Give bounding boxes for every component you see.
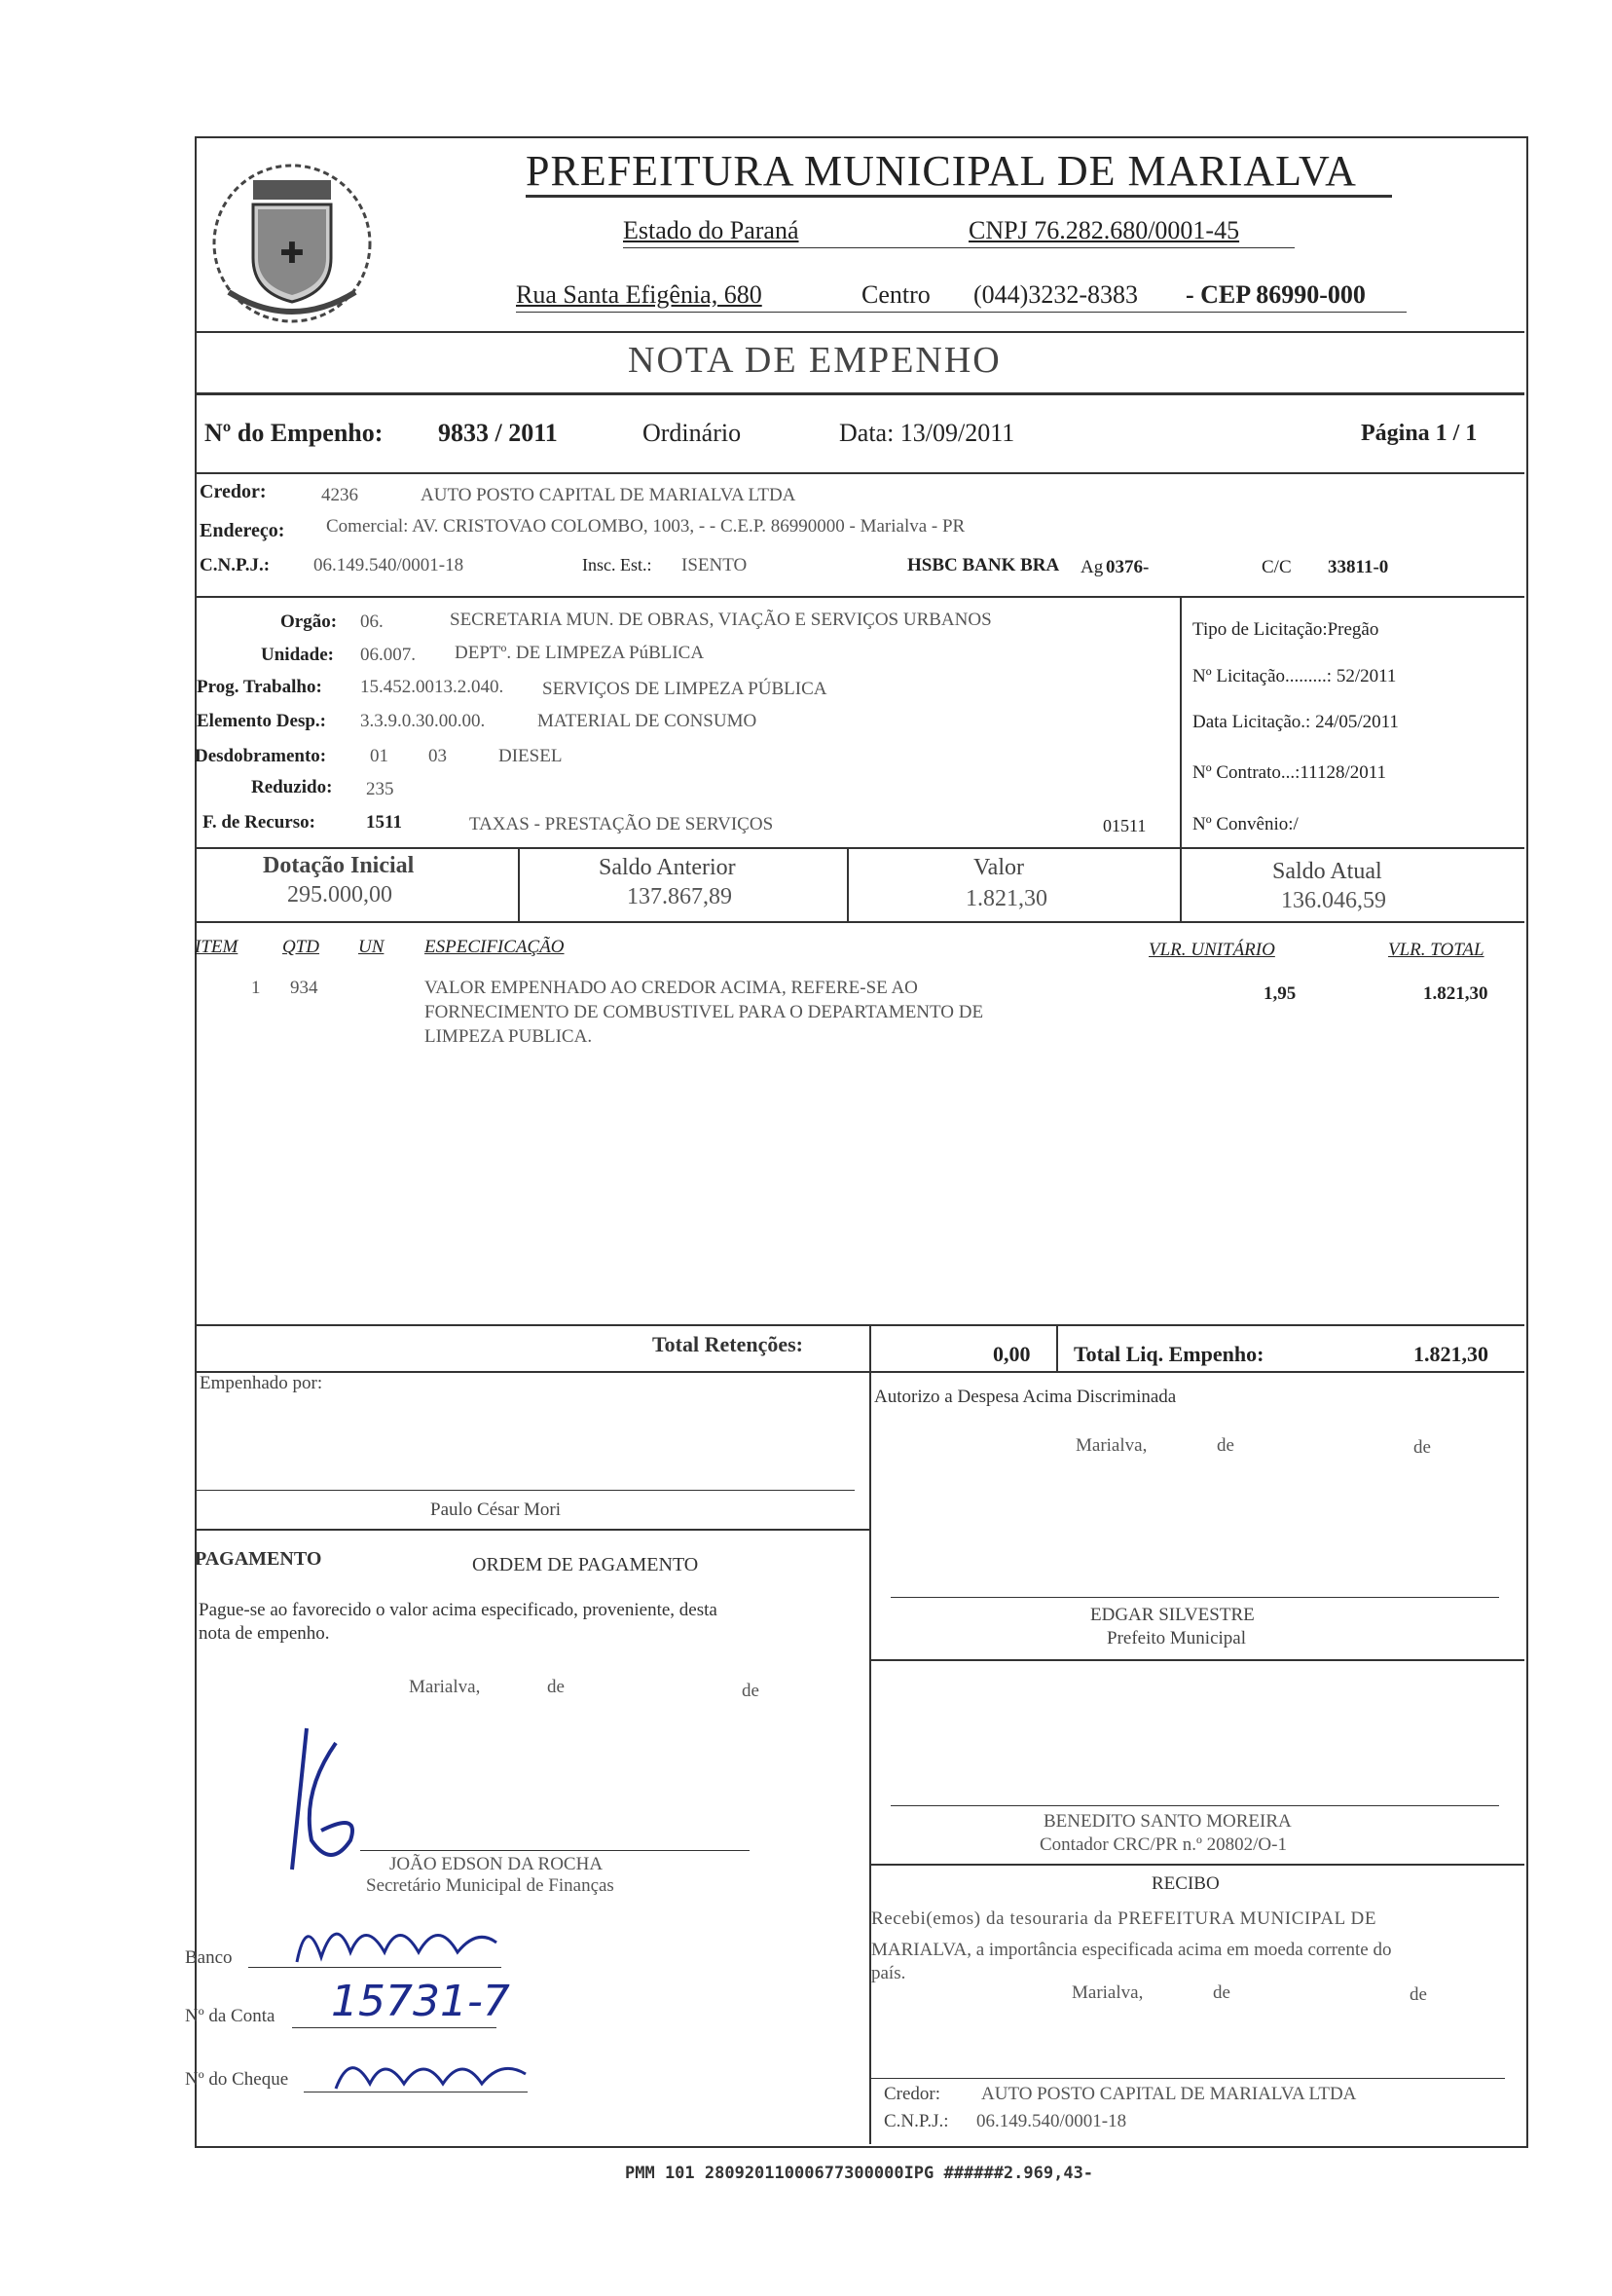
credor-agency: 0376- — [1106, 557, 1150, 577]
coat-of-arms-icon — [200, 146, 385, 331]
item-description-line-2: FORNECIMENTO DE COMBUSTIVEL PARA O DEPARTAMENTO DE — [424, 1002, 984, 1022]
document-title: NOTA DE EMPENHO — [628, 340, 1002, 381]
empenhado-name: Paulo César Mori — [430, 1500, 562, 1520]
prog-code: 15.452.0013.2.040. — [360, 677, 504, 697]
recurso-number: 01511 — [1103, 816, 1147, 835]
recibo-de-2: de — [1410, 1984, 1427, 2005]
prog-name: SERVIÇOS DE LIMPEZA PÚBLICA — [542, 679, 827, 699]
cheque-label: Nº do Cheque — [185, 2069, 289, 2090]
empenho-type: Ordinário — [642, 419, 742, 447]
orgao-name: SECRETARIA MUN. DE OBRAS, VIAÇÃO E SERVIÇOS URBANOS — [450, 610, 992, 630]
item-qtd: 934 — [290, 978, 318, 998]
autorizo-text: Autorizo a Despesa Acima Discriminada — [874, 1387, 1177, 1407]
saldo-anterior-label: Saldo Anterior — [599, 855, 736, 880]
item-number: 1 — [251, 978, 261, 998]
retencoes-label: Total Retenções: — [652, 1332, 803, 1356]
autorizo-de-1: de — [1217, 1435, 1234, 1456]
recibo-text-line-3: país. — [871, 1963, 906, 1983]
footer-code: PMM 101 28092011000677300000IPG ######2.969,43- — [625, 2164, 1094, 2183]
column-header-qtd: QTD — [282, 937, 320, 957]
recibo-city: Marialva, — [1072, 1982, 1144, 2003]
secretary-role: Secretário Municipal de Finanças — [366, 1875, 614, 1896]
pagamento-de-2: de — [742, 1681, 759, 1701]
elemento-name: MATERIAL DE CONSUMO — [537, 711, 757, 731]
page-number: Página 1 / 1 — [1361, 421, 1478, 446]
empenho-number: 9833 / 2011 — [438, 419, 558, 447]
state-name: Estado do Paraná — [623, 216, 799, 244]
licitacao-date: Data Licitação.: 24/05/2011 — [1192, 712, 1399, 732]
valor-value: 1.821,30 — [966, 886, 1047, 911]
autorizo-de-2: de — [1413, 1437, 1431, 1458]
pague-text-line-2: nota de empenho. — [199, 1623, 330, 1644]
institution-district: Centro — [861, 280, 931, 309]
credor-bank: HSBC BANK BRA — [907, 555, 1060, 575]
contador-name: BENEDITO SANTO MOREIRA — [1044, 1811, 1292, 1832]
desdobramento-name: DIESEL — [498, 746, 563, 766]
reduzido-label: Reduzido: — [251, 777, 333, 797]
item-description-line-1: VALOR EMPENHADO AO CREDOR ACIMA, REFERE-SE AO — [424, 978, 918, 998]
ie-label: Insc. Est.: — [582, 555, 652, 574]
recurso-label: F. de Recurso: — [202, 812, 315, 833]
institution-cep: - CEP 86990-000 — [1186, 280, 1366, 309]
recibo-text-line-2: MARIALVA, a importância especificada acima em moeda corrente do — [871, 1940, 1392, 1960]
handwritten-cheque-number — [331, 2045, 545, 2103]
unidade-name: DEPTº. DE LIMPEZA PúBLICA — [455, 643, 705, 663]
agency-label: Ag — [1081, 557, 1104, 577]
credor-label: Credor: — [200, 481, 267, 502]
elemento-label: Elemento Desp.: — [197, 711, 326, 731]
recurso-name: TAXAS - PRESTAÇÃO DE SERVIÇOS — [469, 814, 774, 834]
prog-label: Prog. Trabalho: — [197, 677, 322, 697]
column-header-total-value: VLR. TOTAL — [1388, 940, 1484, 960]
svg-text:✚: ✚ — [279, 237, 305, 271]
item-unit-value: 1,95 — [1264, 983, 1297, 1004]
credor-ie: ISENTO — [681, 555, 748, 575]
ordem-pagamento-label: ORDEM DE PAGAMENTO — [472, 1554, 699, 1575]
unidade-label: Unidade: — [261, 645, 334, 665]
saldo-atual-value: 136.046,59 — [1281, 888, 1386, 913]
convenio-number: Nº Convênio:/ — [1192, 814, 1299, 834]
pagamento-label: PAGAMENTO — [195, 1548, 322, 1570]
institution-title: PREFEITURA MUNICIPAL DE MARIALVA — [526, 147, 1357, 195]
credor-code: 4236 — [321, 485, 358, 505]
dotacao-value: 295.000,00 — [287, 882, 392, 907]
handwritten-initials-signature — [282, 1723, 389, 1889]
banco-label: Banco — [185, 1947, 233, 1968]
recibo-de-1: de — [1213, 1982, 1230, 2003]
desdobramento-label: Desdobramento: — [195, 746, 327, 766]
retencoes-value: 0,00 — [993, 1342, 1031, 1366]
recurso-code: 1511 — [366, 812, 402, 833]
institution-phone: (044)3232-8383 — [973, 280, 1138, 309]
pagamento-de-1: de — [547, 1677, 565, 1697]
saldo-anterior-value: 137.867,89 — [627, 884, 732, 909]
unidade-code: 06.007. — [360, 645, 416, 665]
desdobramento-code-1: 01 — [370, 746, 388, 766]
empenho-number-label: Nº do Empenho: — [204, 419, 384, 447]
licitacao-number: Nº Licitação.........: 52/2011 — [1192, 666, 1397, 686]
column-header-unit-value: VLR. UNITÁRIO — [1149, 940, 1275, 960]
recibo-credor-name: AUTO POSTO CAPITAL DE MARIALVA LTDA — [981, 2084, 1357, 2104]
conta-label: Nº da Conta — [185, 2006, 275, 2026]
account-label: C/C — [1262, 557, 1292, 577]
recibo-text-line-1: Recebi(emos) da tesouraria da PREFEITURA MUNICIPAL DE — [871, 1908, 1377, 1929]
contador-role: Contador CRC/PR n.º 20802/O-1 — [1040, 1834, 1287, 1855]
secretary-name: JOÃO EDSON DA ROCHA — [389, 1854, 604, 1874]
institution-cnpj: CNPJ 76.282.680/0001-45 — [969, 216, 1240, 244]
item-total-value: 1.821,30 — [1423, 983, 1488, 1004]
credor-cnpj: 06.149.540/0001-18 — [313, 555, 464, 575]
credor-name: AUTO POSTO CAPITAL DE MARIALVA LTDA — [421, 485, 796, 505]
dotacao-label: Dotação Inicial — [263, 853, 415, 878]
pagamento-city: Marialva, — [409, 1677, 481, 1697]
item-description-line-3: LIMPEZA PUBLICA. — [424, 1026, 593, 1047]
recibo-cnpj-value: 06.149.540/0001-18 — [976, 2111, 1127, 2131]
autorizo-city: Marialva, — [1076, 1435, 1148, 1456]
recibo-credor-label: Credor: — [884, 2084, 941, 2104]
contract-number: Nº Contrato...:11128/2011 — [1192, 762, 1387, 783]
credor-address: Comercial: AV. CRISTOVAO COLOMBO, 1003, - - C.E.P. 86990000 - Marialva - PR — [326, 516, 966, 537]
credor-account: 33811-0 — [1328, 557, 1389, 577]
reduzido-value: 235 — [366, 779, 394, 799]
address-label: Endereço: — [200, 520, 285, 541]
conta-value: 15731-7 — [331, 1977, 510, 2026]
prefeito-name: EDGAR SILVESTRE — [1090, 1605, 1255, 1625]
orgao-label: Orgão: — [280, 611, 338, 632]
liquid-total-value: 1.821,30 — [1413, 1342, 1488, 1366]
recibo-cnpj-label: C.N.P.J.: — [884, 2111, 949, 2131]
prefeito-role: Prefeito Municipal — [1107, 1628, 1246, 1648]
desdobramento-code-2: 03 — [428, 746, 447, 766]
empenhado-label: Empenhado por: — [200, 1373, 323, 1393]
pague-text-line-1: Pague-se ao favorecido o valor acima especificado, proveniente, desta — [199, 1600, 717, 1620]
orgao-code: 06. — [360, 611, 384, 632]
cnpj-label: C.N.P.J.: — [200, 555, 271, 575]
handwritten-bank-name — [292, 1908, 506, 1977]
elemento-code: 3.3.9.0.30.00.00. — [360, 711, 486, 731]
recibo-label: RECIBO — [1152, 1873, 1220, 1894]
column-header-un: UN — [358, 937, 385, 957]
empenho-date: Data: 13/09/2011 — [839, 419, 1015, 447]
institution-address: Rua Santa Efigênia, 680 — [516, 280, 762, 309]
column-header-item: ITEM — [195, 937, 238, 957]
column-header-especificacao: ESPECIFICAÇÃO — [424, 937, 565, 957]
liquid-total-label: Total Liq. Empenho: — [1074, 1342, 1264, 1366]
saldo-atual-label: Saldo Atual — [1272, 859, 1382, 884]
licitacao-type: Tipo de Licitação:Pregão — [1192, 619, 1379, 640]
valor-label: Valor — [973, 855, 1024, 880]
